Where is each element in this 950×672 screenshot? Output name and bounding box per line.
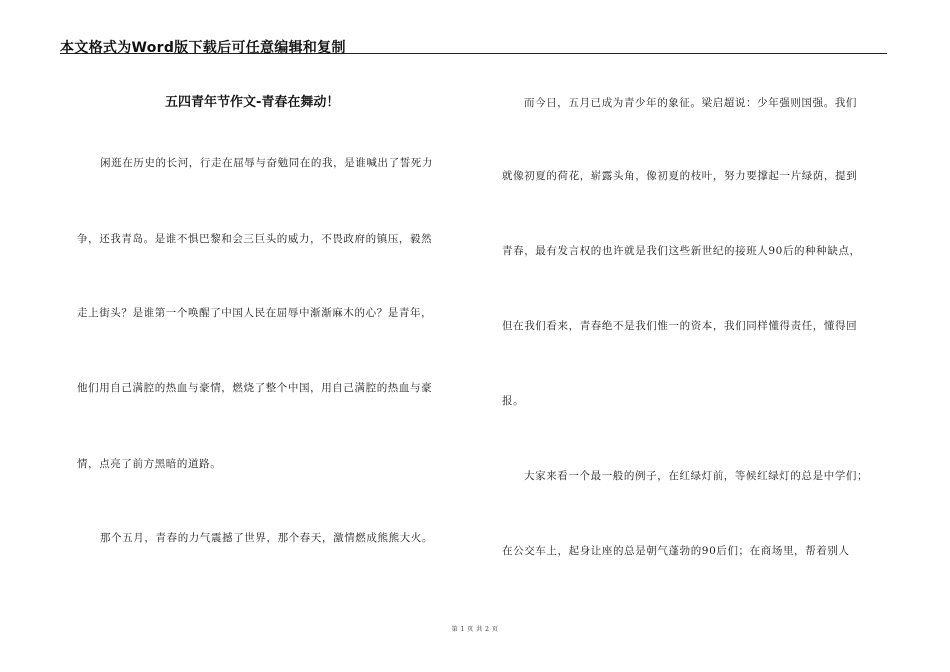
document-title: 五四青年节作文-青春在舞动！: [165, 95, 340, 110]
page-number: 第 1 页 共 2 页: [451, 626, 499, 633]
text-line: 情，点亮了前方黑暗的道路。: [77, 458, 222, 470]
text-line: 报。: [502, 395, 525, 407]
text-line: 在公交车上，起身让座的总是朝气蓬勃的90后们；在商场里，帮着别人: [502, 545, 850, 557]
text-line: 他们用自己满腔的热血与豪情，燃烧了整个中国，用自己满腔的热血与豪: [77, 382, 433, 394]
text-line: 而今日，五月已成为青少年的象征。梁启超说：少年强则国强。我们: [524, 97, 857, 109]
text-line: 争，还我青岛。是谁不惧巴黎和会三巨头的威力，不畏政府的镇压，毅然: [77, 233, 433, 245]
text-line: 就像初夏的荷花，崭露头角，像初夏的枝叶，努力要撑起一片绿荫，提到: [502, 170, 858, 182]
text-line: 青春，最有发言权的也许就是我们这些新世纪的接班人90后的种种缺点，: [502, 245, 861, 257]
text-line: 但在我们看来，青春绝不是我们惟一的资本，我们同样懂得责任，懂得回: [502, 320, 858, 332]
text-line: 走上街头？是谁第一个唤醒了中国人民在屈辱中渐渐麻木的心？是青年，: [77, 307, 433, 319]
text-line: 闲逛在历史的长河，行走在屈辱与奋勉同在的我，是谁喊出了誓死力: [100, 157, 433, 169]
header-divider: [60, 53, 887, 54]
page-header: 本文格式为Word版下载后可任意编辑和复制: [60, 40, 346, 56]
text-line: 那个五月，青春的力气震撼了世界，那个春天，激情燃成熊熊大火。: [100, 532, 433, 544]
text-line: 大家来看一个最一般的例子，在红绿灯前，等候红绿灯的总是中学们；: [524, 470, 869, 482]
